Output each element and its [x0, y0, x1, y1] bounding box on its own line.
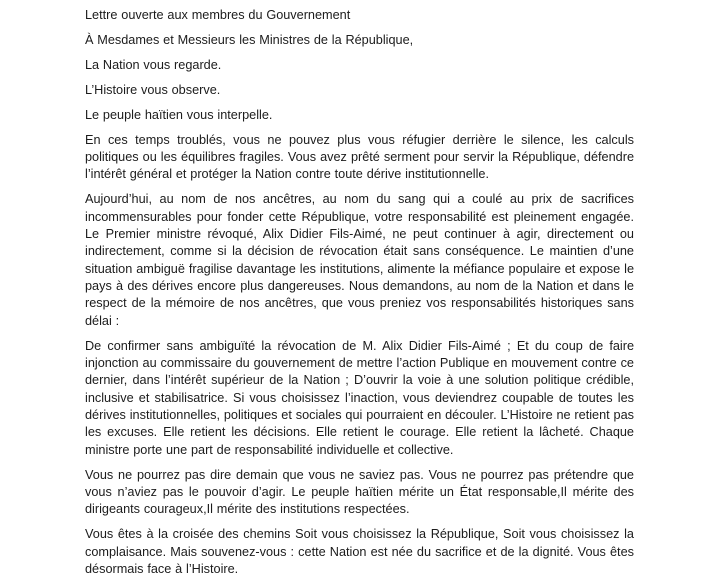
letter-salutation: À Mesdames et Messieurs les Ministres de la République, — [85, 32, 414, 47]
opening-line-nation: La Nation vous regarde. — [85, 57, 222, 72]
body-paragraph-1: En ces temps troublés, vous ne pouvez plus vous réfugier derrière le silence, les calculs politiques ou les équilibres fragiles. Vous avez prêté serment pour servir la République, défendre l’intérêt général et protéger la Nation contre toute dérive institutionnelle. — [85, 132, 634, 182]
opening-line-peuple: Le peuple haïtien vous interpelle. — [85, 107, 273, 122]
body-paragraph-2: Aujourd’hui, au nom de nos ancêtres, au nom du sang qui a coulé au prix de sacrifices incommensurables pour fonder cette République, votre responsabilité est pleinement engagée. Le Premier ministre révoqué, Alix Didier Fils-Aimé, ne peut continuer à agir, directement ou indirectement, comme si la décision de révocation était sans conséquence. Le maintien d’une situation ambiguë fragilise davantage les institutions, alimente la méfiance populaire et expose le pays à des dérives encore plus dangereuses. Nous demandons, au nom de la Nation et dans le respect de la mémoire de nos ancêtres, que vous preniez vos responsabilités historiques sans délai : — [85, 192, 634, 328]
body-paragraph-5: Vous êtes à la croisée des chemins Soit vous choisissez la République, Soit vous choisissez la complaisance. Mais souvenez-vous : cette Nation est née du sacrifice et de la dignité. Vous êtes désormais face à l’Histoire. — [85, 527, 634, 576]
letter-heading: Lettre ouverte aux membres du Gouvernement — [85, 8, 351, 22]
body-paragraph-4: Vous ne pourrez pas dire demain que vous ne saviez pas. Vous ne pourrez pas prétendre que vous n’aviez pas le pouvoir d’agir. Le peuple haïtien mérite un État responsable,Il mérite des dirigeants courageux,Il mérite des institutions respectées. — [85, 467, 634, 517]
opening-line-histoire: L’Histoire vous observe. — [85, 82, 221, 97]
body-paragraph-3: De confirmer sans ambiguïté la révocation de M. Alix Didier Fils-Aimé ; Et du coup de faire injonction au commissaire du gouvernement de mettre l’action Publique en mouvement contre ce dernier, dans l’intérêt supérieur de la Nation ; D’ouvrir la voie à une solution politique crédible, inclusive et stabilisatrice. Si vous choisissez l’inaction, vous deviendrez coupable de toutes les dérives institutionnelles, politiques et sociales qui pourraient en découler. L’Histoire ne retient pas les excuses. Elle retient les décisions. Elle retient le courage. Elle retient la lâcheté. Chaque ministre porte une part de responsabilité individuelle et collective. — [85, 338, 634, 457]
